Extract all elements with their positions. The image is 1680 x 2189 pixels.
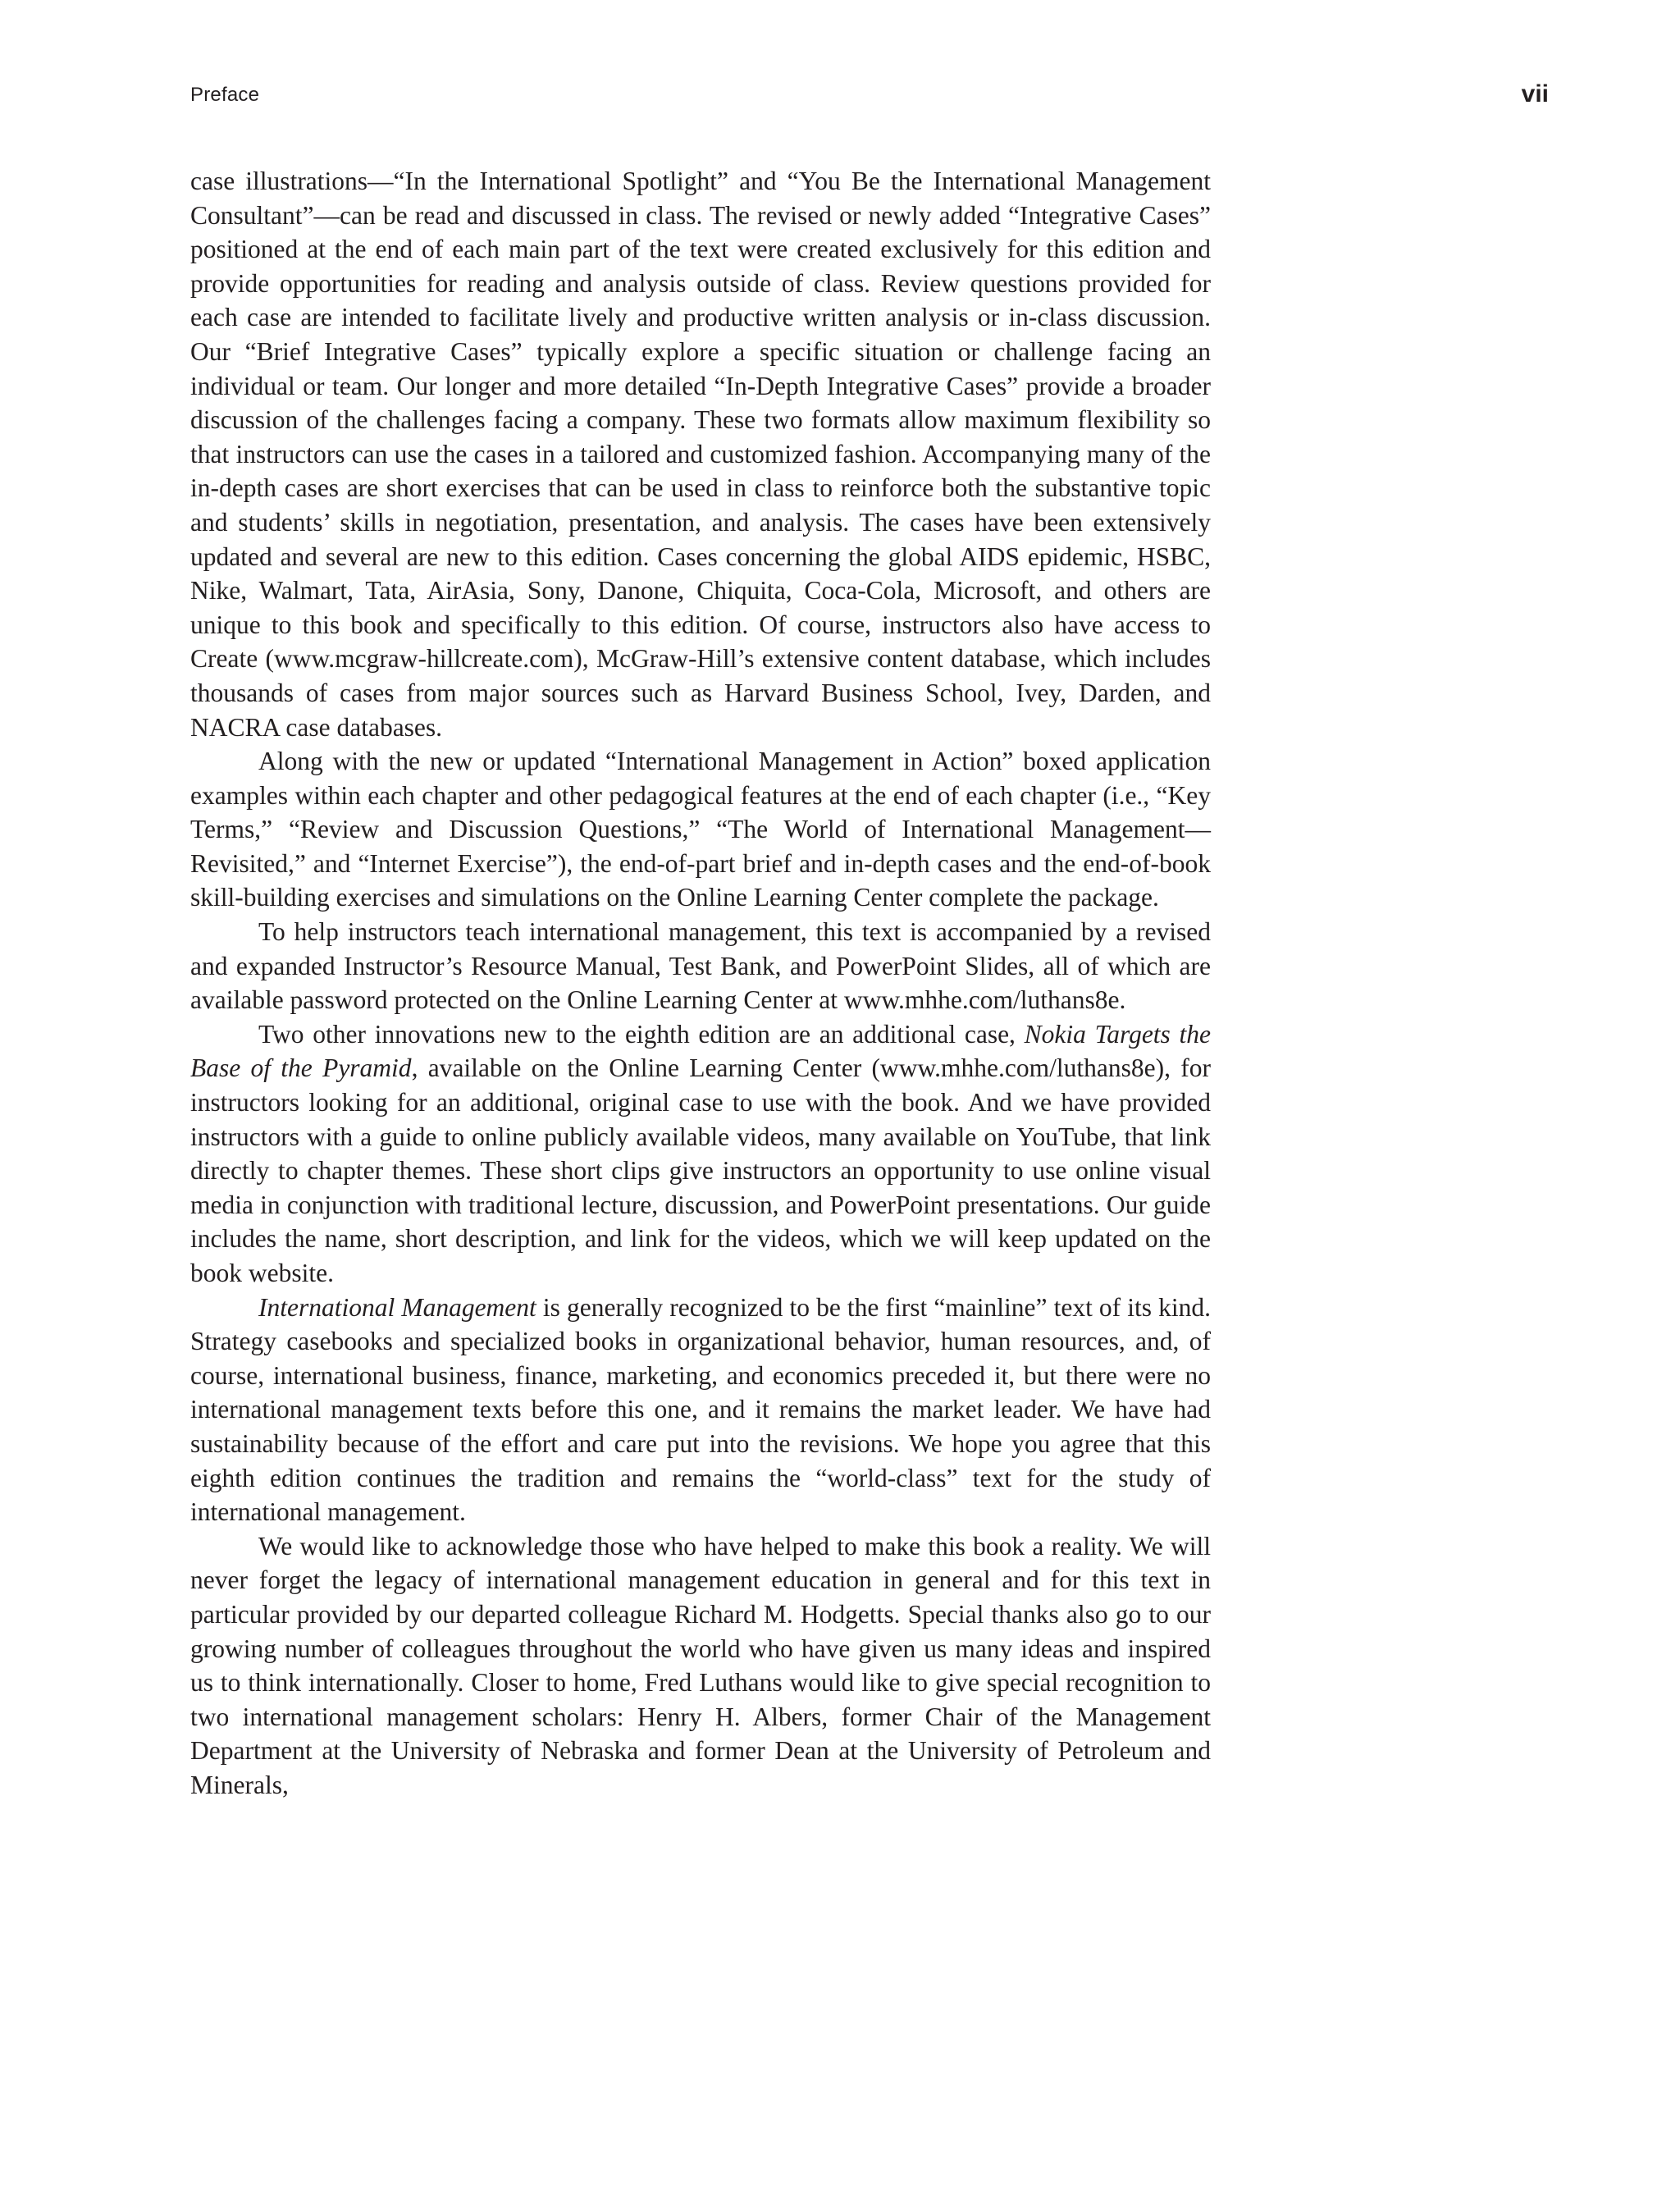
page-number: vii [1521,80,1549,107]
body-text [190,164,1211,1803]
paragraph-rest: is generally recognized to be the first “mainline” text of its kind. Strategy casebooks and specialized books in organizational behavior, human resources, and, of course, international business, finance, marketing, and economics preceded it, but there were no international management texts before this one, and it remains the market leader. We have had sustainability because of the effort and care put into the revisions. We hope you agree that this eighth edition continues the tradition and remains the “world-class” text for the study of international management. [190,1292,1211,1527]
paragraph: case illustrations—“In the International Spotlight” and “You Be the International Management Consultant”—can be read and discussed in class. The revised or newly added “Integrative Cases” positioned at the end of each main part of the text were created exclusively for this edition and provide opportunities for reading and analysis outside of class. Review questions provided for each case are intended to facilitate lively and productive written analysis or in-class discussion. Our “Brief Integrative Cases” typically explore a specific situation or challenge facing an individual or team. Our longer and more detailed “In-Depth Integrative Cases” provide a broader discussion of the challenges facing a company. These two formats allow maximum flexibility so that instructors can use the cases in a tailored and customized fashion. Accompanying many of the in-depth cases are short exercises that can be used in class to reinforce both the substantive topic and students’ skills in negotiation, presentation, and analysis. The cases have been extensively updated and several are new to this edition. Cases concerning the global AIDS epidemic, HSBC, Nike, Walmart, Tata, AirAsia, Sony, Danone, Chiquita, Coca-Cola, Microsoft, and others are unique to this book and specifically to this edition. Of course, instructors also have access to Create (www.mcgraw-hillcreate.com), McGraw-Hill’s extensive content database, which includes thousands of cases from major sources such as Harvard Business School, Ivey, Darden, and NACRA case databases. [190,167,1211,742]
paragraph-lead: Two other innovations new to the eighth edition are an additional case, [258,1019,1016,1049]
running-head [190,80,1549,117]
book-title: International Management [258,1292,536,1322]
case-title: Nokia Targets the Base of the Pyramid [190,1019,1212,1083]
paragraph: Along with the new or updated “International Management in Action” boxed application examples within each chapter and other pedagogical features at the end of each chapter (i.e., “Key Terms,” “Review and Discussion Questions,” “The World of International Management—Revisited,” and “Internet Exercise”), the end-of-part brief and in-depth cases and the end-of-book skill-building exercises and simulations on the Online Learning Center complete the package. [190,747,1211,912]
paragraph: To help instructors teach international management, this text is accompanied by a revised and expanded Instructor’s Resource Manual, Test Bank, and PowerPoint Slides, all of which are available password protected on the Online Learning Center at www.mhhe.com/luthans8e. [190,917,1211,1015]
paragraph: We would like to acknowledge those who have helped to make this book a reality. We will never forget the legacy of international management education in general and for this text in particular provided by our departed colleague Richard M. Hodgetts. Special thanks also go to our growing number of colleagues throughout the world who have given us many ideas and inspired us to think internationally. Closer to home, Fred Luthans would like to give special recognition to two international management scholars: Henry H. Albers, former Chair of the Management Department at the University of Nebraska and former Dean at the University of Petroleum and Minerals, [190,1531,1211,1799]
paragraph [190,1017,1211,1291]
running-head-section: Preface [190,84,260,106]
paragraph [190,1291,1211,1529]
paragraph-rest: , available on the Online Learning Center (www.mhhe.com/luthans8e), for instructors looking for an additional, original case to use with the book. And we have provided instructors with a guide to online publicly available videos, many available on YouTube, that link directly to chapter themes. These short clips give instructors an opportunity to use online visual media in conjunction with traditional lecture, discussion, and PowerPoint presentations. Our guide includes the name, short description, and link for the videos, which we will keep updated on the book website. [190,1053,1212,1287]
